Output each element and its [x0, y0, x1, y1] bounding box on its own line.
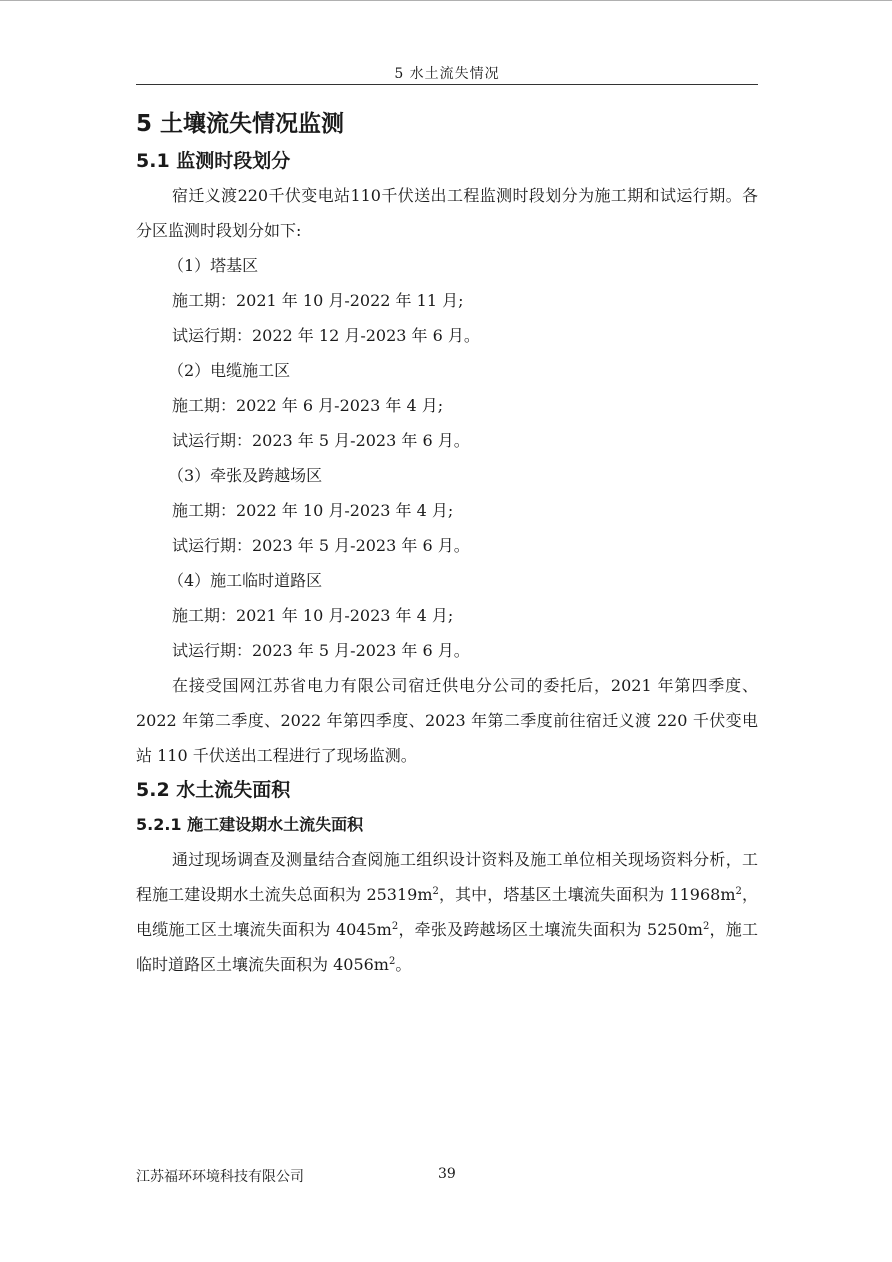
- zone-2-trial: 试运行期：2023 年 5 月-2023 年 6 月。: [172, 431, 470, 450]
- monitoring-closing-paragraph: 在接受国网江苏省电力有限公司宿迁供电分公司的委托后，2021 年第四季度、2022 年第二季度、2022 年第四季度、2023 年第二季度前往宿迁义渡 220 千伏变电站 110 千伏送出工程进行了现场监测。: [136, 676, 758, 765]
- erosion-text-2: ，其中，塔基区土壤流失面积为 11968m: [438, 885, 736, 904]
- header-rule: [136, 84, 758, 85]
- subsection-5-2-1-title: 5.2.1 施工建设期水土流失面积: [136, 815, 364, 834]
- zone-3-label: （3）牵张及跨越场区: [168, 466, 323, 485]
- erosion-text-3: ，电缆施工区土壤流失面积为 4045m: [136, 885, 758, 939]
- superscript-2: 2: [735, 886, 742, 897]
- zone-2-label: （2）电缆施工区: [168, 361, 291, 380]
- zone-3-trial: 试运行期：2023 年 5 月-2023 年 6 月。: [172, 536, 470, 555]
- zone-4-construction: 施工期：2021 年 10 月-2023 年 4 月;: [172, 606, 454, 625]
- monitoring-period-intro: 宿迁义渡220千伏变电站110千伏送出工程监测时段划分为施工期和试运行期。各分区监测时段划分如下:: [136, 186, 758, 240]
- superscript-2: 2: [391, 921, 399, 932]
- zone-3-construction: 施工期：2022 年 10 月-2023 年 4 月;: [172, 501, 454, 520]
- zone-1-construction: 施工期：2021 年 10 月-2022 年 11 月;: [172, 291, 464, 310]
- erosion-text-6: 。: [395, 955, 412, 974]
- superscript-2: 2: [432, 886, 439, 897]
- page-content: [136, 104, 758, 982]
- zone-4-trial: 试运行期：2023 年 5 月-2023 年 6 月。: [172, 641, 470, 660]
- erosion-text-1: 通过现场调查及测量结合查阅施工组织设计资料及施工单位相关现场资料分析，工程施工建设期水土流失总面积为 25319m: [136, 850, 758, 904]
- section-title: 5 土壤流失情况监测: [136, 111, 345, 137]
- erosion-text-5: ，施工临时道路区土壤流失面积为 4056m: [136, 920, 758, 974]
- page-number: 39: [438, 1166, 456, 1182]
- page-top-border: [0, 0, 892, 1]
- erosion-text-4: ，牵张及跨越场区土壤流失面积为 5250m: [398, 920, 703, 939]
- zone-1-trial: 试运行期：2022 年 12 月-2023 年 6 月。: [172, 326, 480, 345]
- zone-4-label: （4）施工临时道路区: [168, 571, 323, 590]
- running-header: 5 水土流失情况: [394, 66, 500, 82]
- footer-company: 江苏福环环境科技有限公司: [136, 1169, 304, 1185]
- zone-2-construction: 施工期：2022 年 6 月-2023 年 4 月;: [172, 396, 444, 415]
- zone-1-label: （1）塔基区: [168, 256, 259, 275]
- superscript-2: 2: [702, 921, 710, 932]
- superscript-2: 2: [388, 956, 396, 967]
- subsection-5-2-title: 5.2 水土流失面积: [136, 779, 291, 801]
- erosion-area-paragraph: [136, 842, 758, 982]
- subsection-5-1-title: 5.1 监测时段划分: [136, 150, 291, 172]
